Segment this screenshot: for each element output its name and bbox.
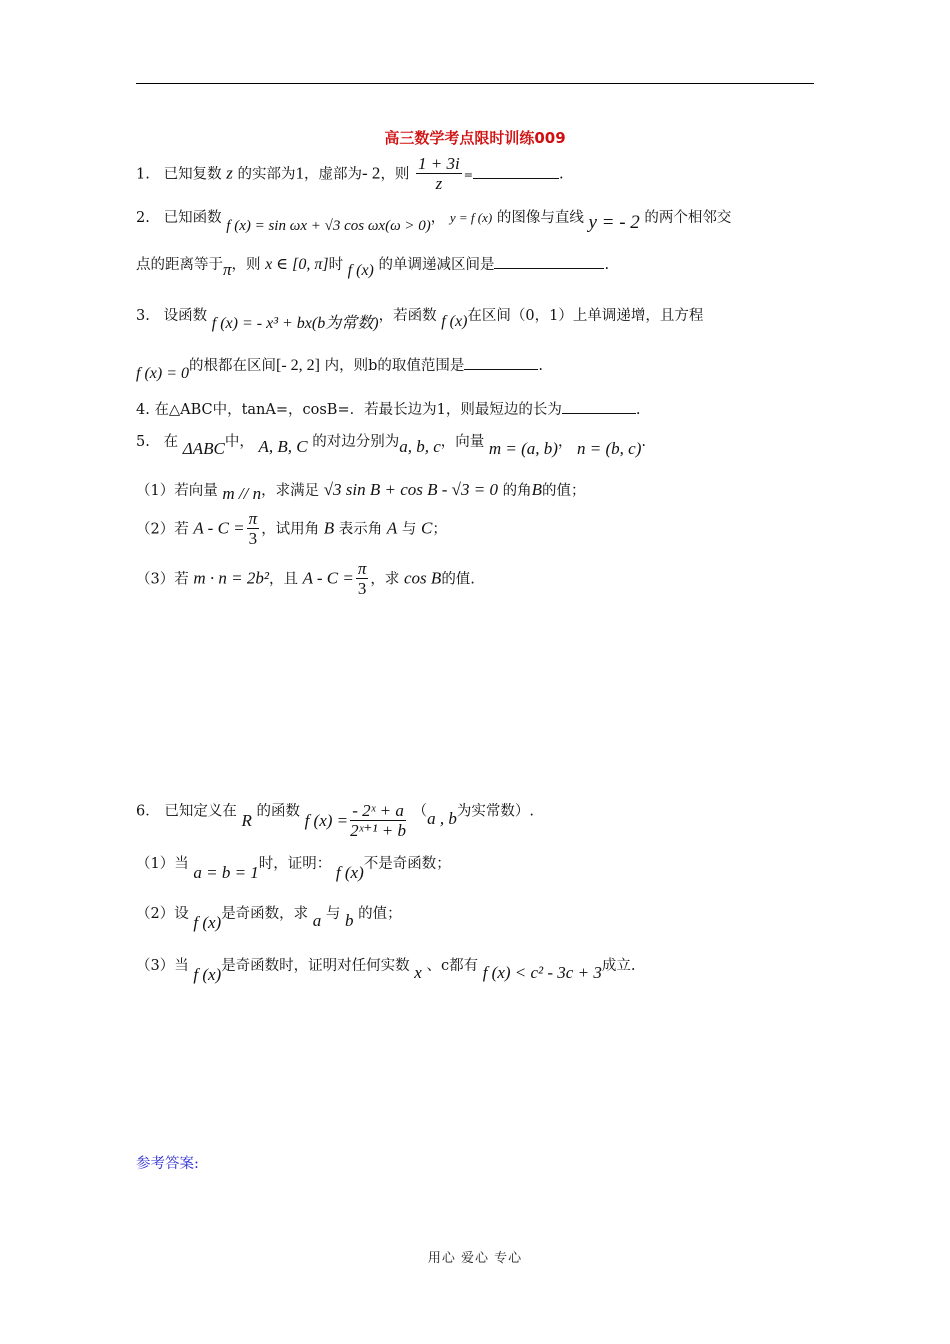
fraction: $\frac{\pi}{3}$ — [357, 559, 367, 598]
question-3-line-2: f (x) = 0的根都在区间[- 2, 2] 内，则b的取值范围是 . — [136, 357, 543, 382]
fraction: $\frac{\pi}{3}$ — [248, 509, 258, 548]
question-5-part-1: （1）若向量 m // n，求满足 √3 sin B + cos B - √3 = 0 的角B的值； — [136, 480, 586, 503]
fraction: $\frac{\text{- 2ˣ + a}}{\text{2ˣ⁺¹ + b}}$ — [350, 801, 406, 840]
question-6: 6． 已知定义在 R 的函数 f (x) = $\frac{\text{- 2ˣ + a}}{\text{2ˣ⁺¹ + b}}$ （a , b为实常数）. — [136, 801, 534, 840]
answer-blank — [473, 164, 559, 179]
question-2-line-1: 2. 已知函数 f (x) = sin ωx + √3 cos ωx(ω > 0)， y = f (x) 的图像与直线 y = - 2 的两个相邻交 — [136, 210, 732, 234]
reference-answer-heading: 参考答案: — [136, 1156, 199, 1172]
question-1: 1. 已知复数 z 的实部为1，虚部为- 2，则 $\frac{1 + 3i}{z}$ = . — [136, 154, 564, 193]
question-6-part-2: （2）设 f (x)是奇函数，求 a 与 b 的值； — [136, 906, 402, 932]
answer-blank — [562, 399, 636, 414]
header-rule — [136, 83, 814, 84]
question-6-part-1: （1）当 a = b = 1时，证明： f (x)不是奇函数； — [136, 856, 451, 882]
question-5-part-2: （2）若 A - C = $\frac{\pi}{3}$ ，试用角 B 表示角 A 与 C； — [136, 509, 447, 548]
question-6-part-3: （3）当 f (x)是奇函数时，证明对任何实数 x 、c都有 f (x) < c² - 3c + 3成立. — [136, 958, 636, 984]
question-3-line-1: 3. 设函数 f (x) = - x³ + bx(b为常数)，若函数 f (x)在区间（0，1）上单调递增，且方程 — [136, 308, 704, 332]
question-2-line-2: 点的距离等于π，则 x ∈ [0, π]时 f (x) 的单调递减区间是 . — [136, 256, 610, 279]
question-4: 4. 在△ABC中，tanA=，cosB=．若最长边为1，则最短边的长为 . — [136, 399, 640, 421]
answer-blank — [494, 254, 604, 269]
page-title: 高三数学考点限时训练009 — [384, 129, 566, 147]
question-5-part-3: （3）若 m · n = 2b²，且 A - C = $\frac{\pi}{3}$ ，求 cos B的值. — [136, 559, 475, 598]
answer-blank — [464, 355, 538, 370]
question-5: 5. 在 ΔABC中， A, B, C 的对边分别为a, b, c，向量 m = (a, b)， n = (b, c). — [136, 434, 646, 458]
fraction: $\frac{1 + 3i}{z}$ — [418, 154, 460, 193]
page-footer: 用心 爱心 专心 — [427, 1251, 523, 1266]
